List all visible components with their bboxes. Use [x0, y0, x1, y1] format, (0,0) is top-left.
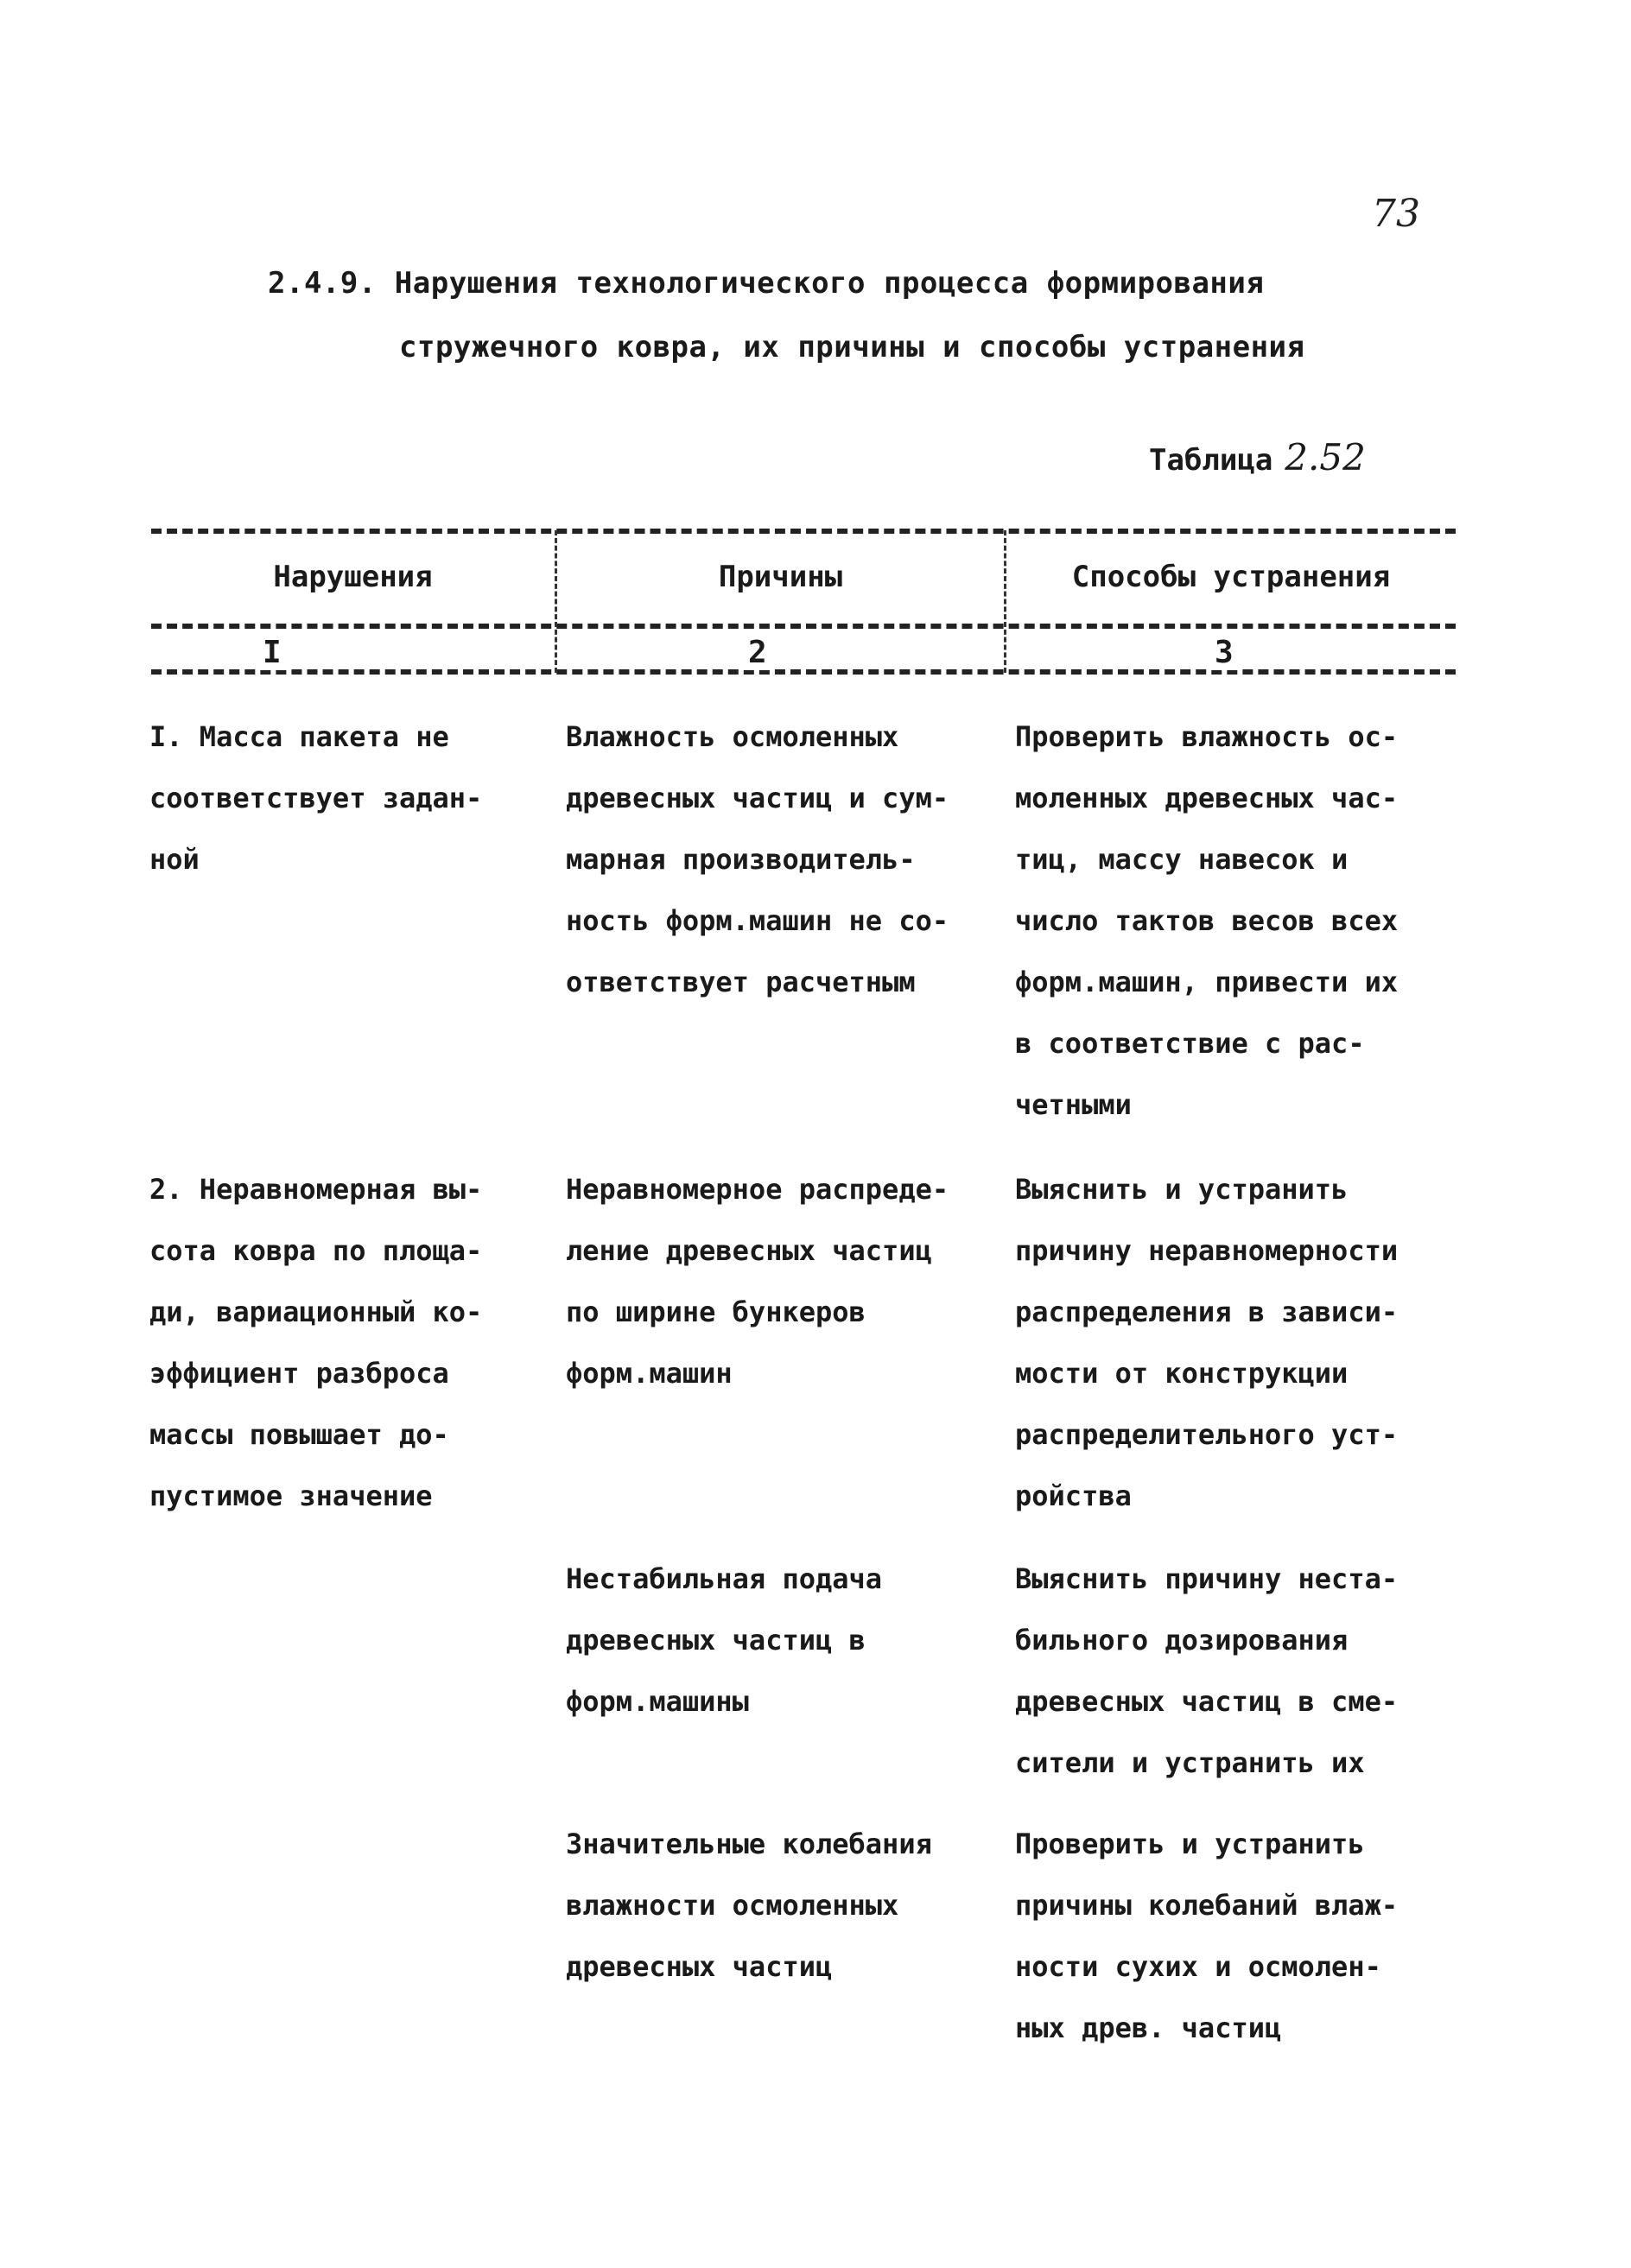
table-header-rule [151, 624, 1456, 629]
table-cell-remedy: Выяснить и устранить причину неравномерности распределения в зависи- мости от конструкции распределительного уст- ройства [1015, 1173, 1399, 1512]
page-number: 73 [1372, 192, 1420, 236]
table-cell-violation: I. Масса пакета не соответствует задан- ной [149, 720, 483, 876]
table-cell-violation: 2. Неравномерная вы- сота ковра по площа- ди, вариационный ко- эффициент разброса массы повышает до- пустимое значение [149, 1173, 483, 1512]
column-separator-2 [1004, 530, 1006, 673]
table-cell-remedy: Выяснить причину неста- бильного дозирования древесных частиц в сме- сители и устранить их [1015, 1562, 1399, 1779]
table-cell-cause: Неравномерное распреде- ление древесных частиц по ширине бункеров форм.машин [566, 1173, 949, 1390]
table-cell-remedy: Проверить и устранить причины колебаний влаж- ности сухих и осмолен- ных древ. частиц [1015, 1828, 1399, 2044]
table-cell-cause: Значительные колебания влажности осмоленных древесных частиц [566, 1828, 932, 1983]
table-caption-label: Таблица [1149, 443, 1273, 478]
column-number-2: 2 [743, 635, 772, 670]
table-numbers-rule [151, 669, 1456, 675]
section-heading-line2: стружечного ковра, их причины и способы устранения [399, 330, 1305, 364]
column-number-3: 3 [1209, 635, 1239, 670]
table-caption-number: 2.52 [1285, 436, 1366, 478]
section-heading-line1: 2.4.9. Нарушения технологического процесса формирования [268, 266, 1265, 301]
table-cell-cause: Нестабильная подача древесных частиц в форм.машины [566, 1562, 883, 1718]
column-header-causes: Причины [718, 560, 843, 594]
column-number-1: I [257, 635, 287, 670]
column-header-violations: Нарушения [273, 560, 433, 594]
column-separator-1 [555, 530, 557, 673]
table-cell-remedy: Проверить влажность ос- моленных древесных час- тиц, массу навесок и число тактов весов всех форм.машин, привести их в соответствие с рас- четными [1015, 720, 1399, 1121]
table-cell-cause: Влажность осмоленных древесных частиц и сум- марная производитель- ность форм.машин не со- ответствует расчетным [566, 720, 949, 998]
column-header-remedies: Способы устранения [1071, 560, 1391, 594]
table-caption [1149, 436, 1366, 478]
table-top-rule [151, 529, 1456, 534]
